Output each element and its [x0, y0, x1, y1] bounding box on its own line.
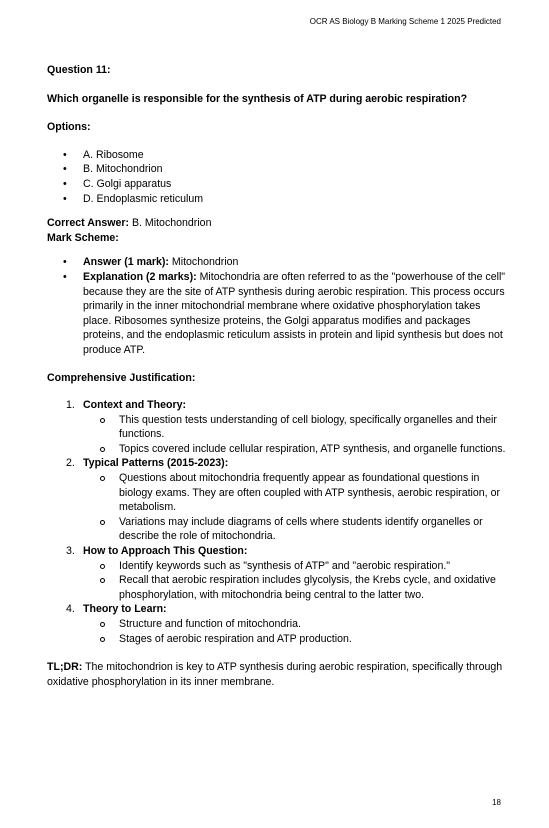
- option-item: • C. Golgi apparatus: [47, 177, 507, 192]
- section-number: 1.: [66, 399, 75, 412]
- section-number: 2.: [66, 457, 75, 470]
- mark-scheme-text: Mitochondria are often referred to as the "powerhouse of the cell" because they are the site of ATP synthesis during aerobic respiration. This process occurs primarily in the inner mitochondrial membrane where oxidative phosphorylation takes place. Ribosomes synthesize proteins, the Golgi apparatus modifies and packages proteins, and the endoplasmic reticulum assists in protein and lipid synthesis but does not produce ATP.: [83, 270, 506, 356]
- correct-answer-value: B. Mitochondrion: [129, 217, 212, 230]
- option-item: • D. Endoplasmic reticulum: [47, 192, 507, 207]
- option-item: • A. Ribosome: [47, 148, 507, 163]
- page-number: 18: [492, 798, 501, 807]
- question-text: Which organelle is responsible for the synthesis of ATP during aerobic respiration?: [47, 92, 468, 105]
- correct-answer: [47, 216, 507, 231]
- section-title: How to Approach This Question:: [83, 545, 248, 558]
- page-header: OCR AS Biology B Marking Scheme 1 2025 Predicted: [309, 17, 501, 26]
- mark-scheme-list: [47, 255, 507, 357]
- section-point: Identify keywords such as "synthesis of ATP" and "aerobic respiration.": [83, 559, 507, 574]
- justification-section: [47, 602, 507, 646]
- tldr-text: The mitochondrion is key to ATP synthesis during aerobic respiration, specifically through oxidative phosphorylation in its inner membrane.: [47, 661, 503, 688]
- section-point: This question tests understanding of cell biology, specifically organelles and their functions.: [83, 413, 507, 442]
- mark-scheme-label: Answer (1 mark):: [83, 256, 169, 269]
- tldr-label: TL;DR:: [47, 661, 83, 674]
- question-title: Question 11:: [47, 64, 111, 76]
- mark-scheme-label: Explanation (2 marks):: [83, 270, 197, 283]
- options-list: [47, 148, 507, 206]
- section-points: [83, 617, 507, 646]
- section-point: Variations may include diagrams of cells where students identify organelles or describe the role of mitochondria.: [83, 515, 507, 544]
- options-heading: Options:: [47, 121, 91, 134]
- document-body: [47, 63, 507, 689]
- section-point: Questions about mitochondria frequently appear as foundational questions in biology exams. They are often coupled with ATP synthesis, aerobic respiration, or metabolism.: [83, 471, 507, 515]
- justification-section: [47, 398, 507, 456]
- section-point: Topics covered include cellular respiration, ATP synthesis, and organelle functions.: [83, 442, 507, 457]
- mark-scheme-heading: Mark Scheme:: [47, 231, 119, 244]
- section-title: Context and Theory:: [83, 399, 186, 412]
- section-points: [83, 413, 507, 457]
- section-number: 4.: [66, 603, 75, 616]
- justification-section: [47, 544, 507, 602]
- section-points: [83, 559, 507, 603]
- section-points: [83, 471, 507, 544]
- mark-scheme-item: [47, 255, 507, 270]
- mark-scheme-item: [47, 270, 507, 358]
- justification-list: [47, 398, 507, 646]
- correct-answer-label: Correct Answer:: [47, 217, 130, 230]
- section-point: Structure and function of mitochondria.: [83, 617, 507, 632]
- justification-section: [47, 456, 507, 544]
- section-point: Stages of aerobic respiration and ATP production.: [83, 632, 507, 647]
- tldr: [47, 660, 507, 689]
- section-title: Typical Patterns (2015-2023):: [83, 457, 229, 470]
- option-item: • B. Mitochondrion: [47, 162, 507, 177]
- section-title: Theory to Learn:: [83, 603, 167, 616]
- justification-heading: Comprehensive Justification:: [47, 371, 196, 384]
- section-number: 3.: [66, 545, 75, 558]
- mark-scheme-text: Mitochondrion: [168, 256, 239, 269]
- section-point: Recall that aerobic respiration includes glycolysis, the Krebs cycle, and oxidative phosphorylation, with mitochondria being central to the latter two.: [83, 573, 507, 602]
